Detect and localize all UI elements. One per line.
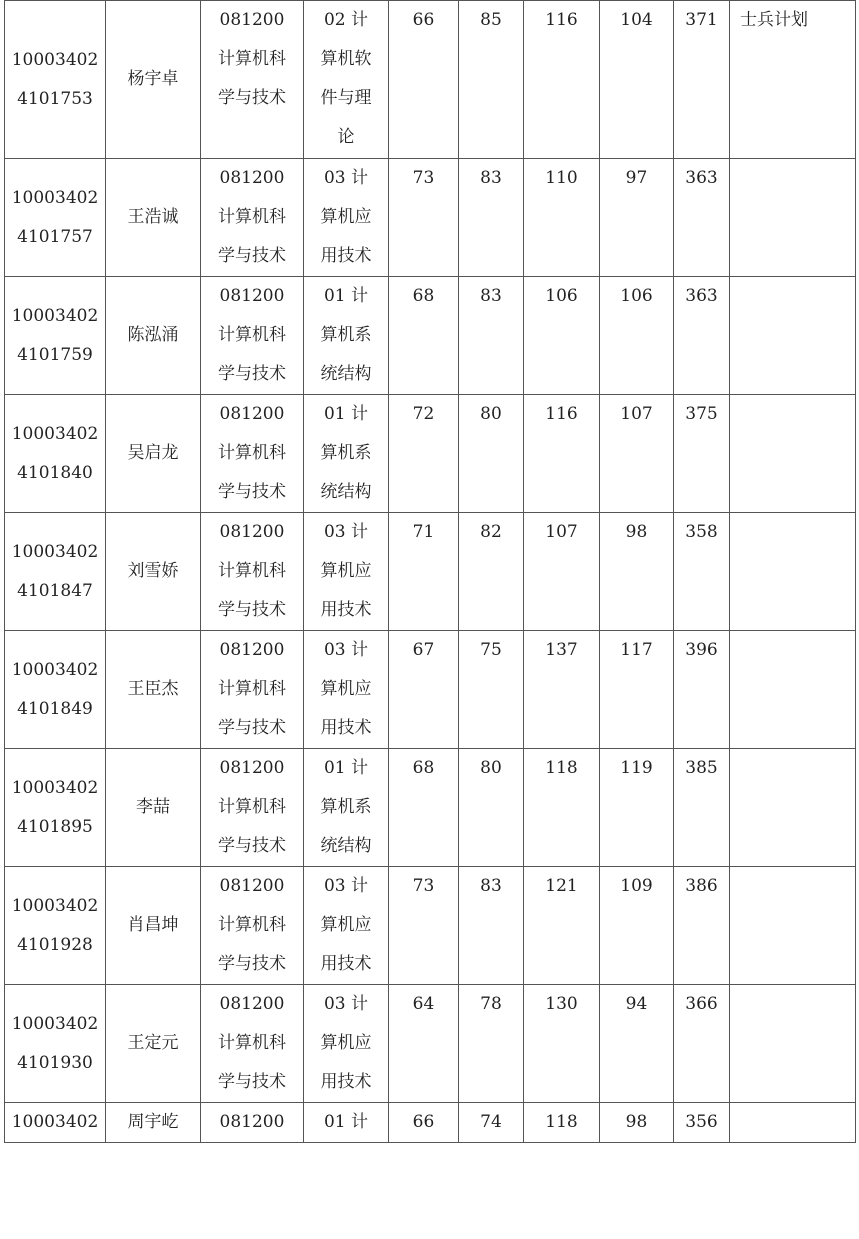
candidate-id-line: 10003402 bbox=[11, 187, 99, 208]
score-english: 83 bbox=[459, 159, 524, 277]
table-row bbox=[5, 277, 856, 395]
research-direction bbox=[304, 749, 389, 867]
score-math: 118 bbox=[524, 1103, 600, 1143]
score-total: 363 bbox=[674, 159, 730, 277]
score-math: 106 bbox=[524, 277, 600, 395]
major bbox=[201, 1103, 304, 1143]
remark bbox=[730, 749, 856, 867]
major bbox=[201, 749, 304, 867]
major-line: 081200 bbox=[219, 522, 285, 542]
score-politics: 66 bbox=[389, 1, 459, 159]
research-direction-line: 论 bbox=[337, 127, 355, 147]
candidate-name: 刘雪娇 bbox=[106, 513, 201, 631]
candidate-id-line: 10003402 bbox=[11, 895, 99, 916]
score-politics: 67 bbox=[389, 631, 459, 749]
research-direction-line: 03 计 bbox=[323, 876, 369, 896]
candidate-name: 王浩诚 bbox=[106, 159, 201, 277]
research-direction-line: 算机系 bbox=[320, 797, 372, 817]
research-direction-line: 01 计 bbox=[323, 404, 369, 424]
research-direction-line: 03 计 bbox=[323, 640, 369, 660]
candidate-name: 陈泓涌 bbox=[106, 277, 201, 395]
score-total: 385 bbox=[674, 749, 730, 867]
research-direction-line: 件与理 bbox=[320, 88, 372, 108]
score-politics: 68 bbox=[389, 277, 459, 395]
candidate-id bbox=[5, 867, 106, 985]
research-direction-line: 统结构 bbox=[320, 836, 372, 856]
score-math: 107 bbox=[524, 513, 600, 631]
candidate-id-line: 10003402 bbox=[11, 1013, 99, 1034]
score-total: 358 bbox=[674, 513, 730, 631]
major-line: 学与技术 bbox=[218, 954, 286, 974]
major-line: 学与技术 bbox=[218, 836, 286, 856]
research-direction-line: 03 计 bbox=[323, 168, 369, 188]
research-direction-line: 02 计 bbox=[323, 10, 369, 30]
score-politics: 73 bbox=[389, 159, 459, 277]
score-specialty: 119 bbox=[600, 749, 674, 867]
major-line: 081200 bbox=[219, 10, 285, 30]
score-total: 386 bbox=[674, 867, 730, 985]
research-direction-line: 01 计 bbox=[323, 758, 369, 778]
remark bbox=[730, 513, 856, 631]
major-line: 计算机科 bbox=[218, 915, 286, 935]
major-line: 计算机科 bbox=[218, 797, 286, 817]
candidate-name: 杨宇卓 bbox=[106, 1, 201, 159]
research-direction-line: 算机应 bbox=[320, 207, 372, 227]
score-specialty: 94 bbox=[600, 985, 674, 1103]
score-specialty: 109 bbox=[600, 867, 674, 985]
research-direction bbox=[304, 159, 389, 277]
research-direction-line: 用技术 bbox=[320, 1072, 372, 1092]
score-specialty: 98 bbox=[600, 1103, 674, 1143]
major-line: 081200 bbox=[219, 286, 285, 306]
research-direction bbox=[304, 1, 389, 159]
candidate-id-line: 10003402 bbox=[11, 659, 99, 680]
major-line: 学与技术 bbox=[218, 1072, 286, 1092]
remark bbox=[730, 395, 856, 513]
major-line: 计算机科 bbox=[218, 679, 286, 699]
table-row bbox=[5, 867, 856, 985]
remark: 士兵计划 bbox=[730, 1, 856, 159]
score-math: 110 bbox=[524, 159, 600, 277]
research-direction-line: 01 计 bbox=[323, 1112, 369, 1132]
major-line: 计算机科 bbox=[218, 443, 286, 463]
candidate-name: 李喆 bbox=[106, 749, 201, 867]
research-direction-line: 用技术 bbox=[320, 954, 372, 974]
research-direction-line: 01 计 bbox=[323, 286, 369, 306]
major-line: 081200 bbox=[219, 1112, 285, 1132]
candidate-id bbox=[5, 1, 106, 159]
major-line: 计算机科 bbox=[218, 49, 286, 69]
major bbox=[201, 985, 304, 1103]
research-direction bbox=[304, 277, 389, 395]
table-row bbox=[5, 985, 856, 1103]
score-math: 121 bbox=[524, 867, 600, 985]
research-direction-line: 算机应 bbox=[320, 1033, 372, 1053]
score-total: 375 bbox=[674, 395, 730, 513]
table-row bbox=[5, 395, 856, 513]
table-row bbox=[5, 1, 856, 159]
major-line: 学与技术 bbox=[218, 600, 286, 620]
research-direction-line: 用技术 bbox=[320, 718, 372, 738]
score-politics: 68 bbox=[389, 749, 459, 867]
research-direction-line: 03 计 bbox=[323, 994, 369, 1014]
score-politics: 64 bbox=[389, 985, 459, 1103]
research-direction-line: 03 计 bbox=[323, 522, 369, 542]
candidate-id-line: 4101753 bbox=[17, 88, 93, 109]
score-total: 356 bbox=[674, 1103, 730, 1143]
major-line: 081200 bbox=[219, 640, 285, 660]
score-politics: 72 bbox=[389, 395, 459, 513]
remark bbox=[730, 631, 856, 749]
candidate-id-line: 10003402 bbox=[11, 423, 99, 444]
candidate-id-line: 10003402 bbox=[11, 1112, 99, 1132]
candidate-name: 吴启龙 bbox=[106, 395, 201, 513]
major-line: 学与技术 bbox=[218, 482, 286, 502]
research-direction-line: 统结构 bbox=[320, 482, 372, 502]
research-direction-line: 统结构 bbox=[320, 364, 372, 384]
remark bbox=[730, 985, 856, 1103]
remark bbox=[730, 1103, 856, 1143]
major bbox=[201, 1, 304, 159]
score-english: 85 bbox=[459, 1, 524, 159]
score-specialty: 107 bbox=[600, 395, 674, 513]
research-direction bbox=[304, 631, 389, 749]
candidate-name: 周宇屹 bbox=[106, 1103, 201, 1143]
major-line: 计算机科 bbox=[218, 561, 286, 581]
candidate-id bbox=[5, 395, 106, 513]
major-line: 学与技术 bbox=[218, 246, 286, 266]
score-english: 83 bbox=[459, 277, 524, 395]
score-total: 371 bbox=[674, 1, 730, 159]
candidate-id-line: 4101928 bbox=[17, 934, 93, 955]
research-direction-line: 算机应 bbox=[320, 679, 372, 699]
score-english: 82 bbox=[459, 513, 524, 631]
major bbox=[201, 159, 304, 277]
score-math: 118 bbox=[524, 749, 600, 867]
candidate-id-line: 4101895 bbox=[17, 816, 93, 837]
major bbox=[201, 631, 304, 749]
score-math: 116 bbox=[524, 1, 600, 159]
score-total: 366 bbox=[674, 985, 730, 1103]
major-line: 学与技术 bbox=[218, 718, 286, 738]
candidate-id-line: 4101757 bbox=[17, 226, 93, 247]
major-line: 081200 bbox=[219, 994, 285, 1014]
major-line: 学与技术 bbox=[218, 88, 286, 108]
candidate-id-line: 4101930 bbox=[17, 1052, 93, 1073]
remark bbox=[730, 277, 856, 395]
candidate-id-line: 4101759 bbox=[17, 344, 93, 365]
research-direction bbox=[304, 395, 389, 513]
candidate-id-line: 4101840 bbox=[17, 462, 93, 483]
candidate-id-line: 4101849 bbox=[17, 698, 93, 719]
score-politics: 71 bbox=[389, 513, 459, 631]
major-line: 学与技术 bbox=[218, 364, 286, 384]
remark bbox=[730, 867, 856, 985]
candidate-id bbox=[5, 1103, 106, 1143]
score-english: 74 bbox=[459, 1103, 524, 1143]
major-line: 081200 bbox=[219, 404, 285, 424]
table-row bbox=[5, 159, 856, 277]
research-direction bbox=[304, 513, 389, 631]
table-row bbox=[5, 1103, 856, 1143]
score-english: 83 bbox=[459, 867, 524, 985]
score-specialty: 104 bbox=[600, 1, 674, 159]
candidate-id bbox=[5, 749, 106, 867]
score-total: 363 bbox=[674, 277, 730, 395]
candidate-id bbox=[5, 631, 106, 749]
score-politics: 66 bbox=[389, 1103, 459, 1143]
major bbox=[201, 395, 304, 513]
major-line: 计算机科 bbox=[218, 1033, 286, 1053]
score-math: 130 bbox=[524, 985, 600, 1103]
candidate-id-line: 10003402 bbox=[11, 777, 99, 798]
major-line: 081200 bbox=[219, 758, 285, 778]
research-direction-line: 算机系 bbox=[320, 443, 372, 463]
major bbox=[201, 277, 304, 395]
major-line: 081200 bbox=[219, 168, 285, 188]
score-english: 80 bbox=[459, 395, 524, 513]
score-specialty: 98 bbox=[600, 513, 674, 631]
major-line: 081200 bbox=[219, 876, 285, 896]
research-direction bbox=[304, 867, 389, 985]
research-direction-line: 用技术 bbox=[320, 246, 372, 266]
table-row bbox=[5, 631, 856, 749]
admission-score-table bbox=[4, 0, 856, 1143]
candidate-id bbox=[5, 513, 106, 631]
research-direction-line: 算机软 bbox=[320, 49, 372, 69]
major bbox=[201, 867, 304, 985]
table-row bbox=[5, 513, 856, 631]
score-math: 116 bbox=[524, 395, 600, 513]
research-direction-line: 算机应 bbox=[320, 561, 372, 581]
candidate-name: 王臣杰 bbox=[106, 631, 201, 749]
research-direction bbox=[304, 985, 389, 1103]
candidate-id-line: 4101847 bbox=[17, 580, 93, 601]
score-english: 78 bbox=[459, 985, 524, 1103]
research-direction bbox=[304, 1103, 389, 1143]
score-politics: 73 bbox=[389, 867, 459, 985]
candidate-id bbox=[5, 277, 106, 395]
candidate-id bbox=[5, 985, 106, 1103]
score-specialty: 117 bbox=[600, 631, 674, 749]
candidate-name: 王定元 bbox=[106, 985, 201, 1103]
candidate-id-line: 10003402 bbox=[11, 49, 99, 70]
research-direction-line: 算机应 bbox=[320, 915, 372, 935]
research-direction-line: 用技术 bbox=[320, 600, 372, 620]
score-math: 137 bbox=[524, 631, 600, 749]
score-specialty: 97 bbox=[600, 159, 674, 277]
table-row bbox=[5, 749, 856, 867]
candidate-id-line: 10003402 bbox=[11, 541, 99, 562]
major bbox=[201, 513, 304, 631]
candidate-name: 肖昌坤 bbox=[106, 867, 201, 985]
major-line: 计算机科 bbox=[218, 325, 286, 345]
score-total: 396 bbox=[674, 631, 730, 749]
research-direction-line: 算机系 bbox=[320, 325, 372, 345]
major-line: 计算机科 bbox=[218, 207, 286, 227]
candidate-id bbox=[5, 159, 106, 277]
candidate-id-line: 10003402 bbox=[11, 305, 99, 326]
score-specialty: 106 bbox=[600, 277, 674, 395]
score-english: 75 bbox=[459, 631, 524, 749]
remark bbox=[730, 159, 856, 277]
score-english: 80 bbox=[459, 749, 524, 867]
table-body bbox=[5, 1, 856, 1143]
